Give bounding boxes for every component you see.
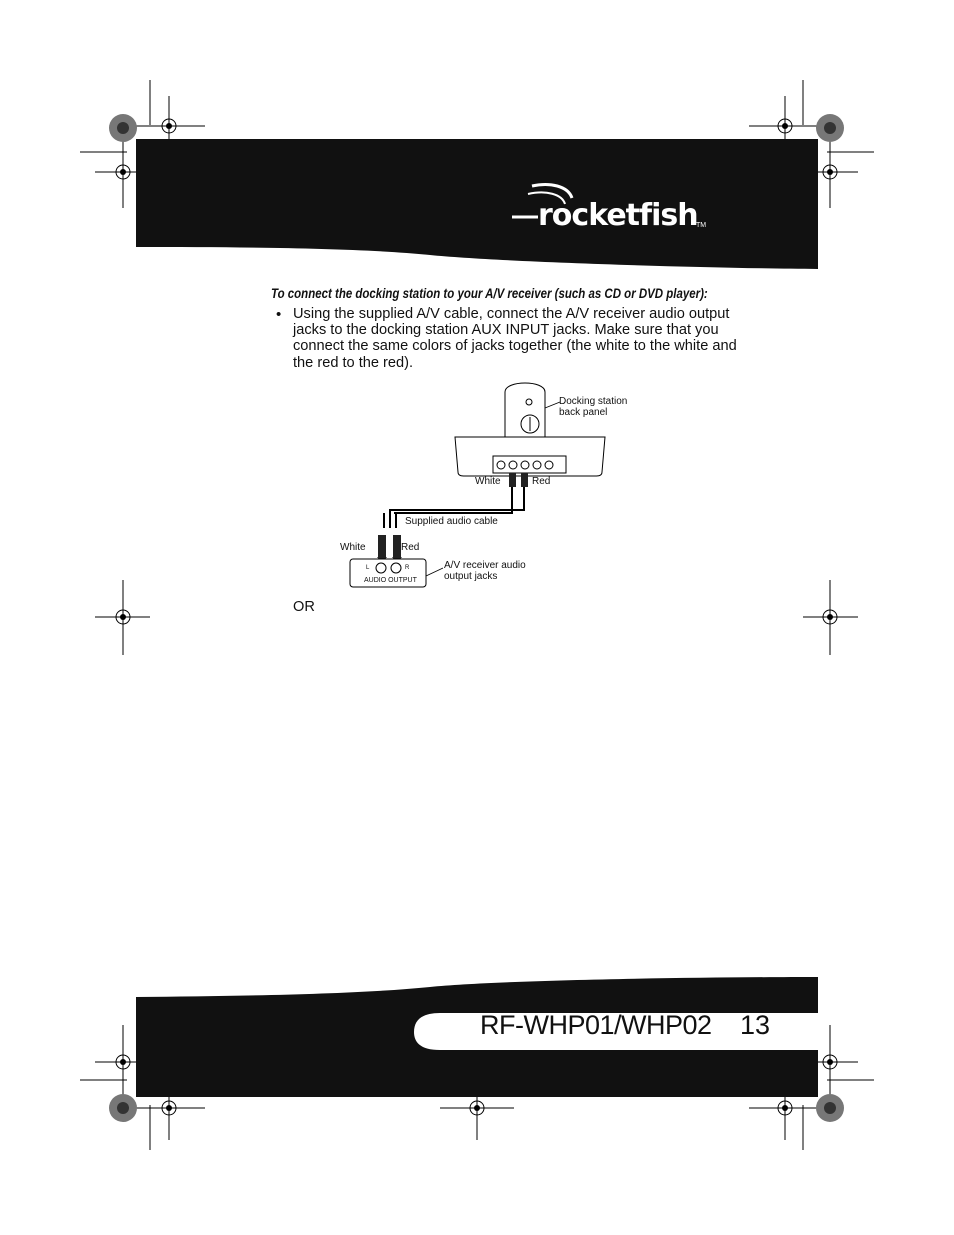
logo-wordmark: rocketfish <box>538 198 698 233</box>
top-white-label: White <box>475 476 501 487</box>
or-text: OR <box>293 599 315 615</box>
rocketfish-logo <box>510 180 720 250</box>
section-heading: To connect the docking station to your A/V receiver (such as CD or DVD player): <box>271 285 708 301</box>
top-white-plug <box>509 473 516 487</box>
header-band <box>0 0 954 300</box>
dock-cradle <box>505 383 545 437</box>
receiver-label-line1: A/V receiver audio <box>444 560 526 571</box>
dock-jack-panel <box>493 456 566 473</box>
dock-label-line1: Docking station <box>559 396 628 407</box>
panel-r-label: R <box>405 565 410 571</box>
panel-l-label: L <box>366 565 370 571</box>
receiver-label-line2: output jacks <box>444 571 498 582</box>
dock-label-line2: back panel <box>559 407 608 418</box>
bottom-red-plug <box>393 535 401 557</box>
page-number: 13 <box>740 1010 771 1040</box>
bottom-white-label: White <box>340 542 366 553</box>
footer-band <box>0 960 954 1110</box>
bullet-instruction: Using the supplied A/V cable, connect the A/V receiver audio output jacks to the docking station AUX INPUT jacks. Make sure that you connect the same colors of jacks together (the white to the white and the red to the red). <box>293 306 737 371</box>
bottom-red-label: Red <box>401 542 420 553</box>
logo-trademark: TM <box>696 222 707 229</box>
top-red-plug <box>521 473 528 487</box>
bottom-white-plug <box>378 535 386 557</box>
bullet-marker: • <box>276 306 282 323</box>
cable-label: Supplied audio cable <box>405 516 498 527</box>
model-number: RF-WHP01/WHP02 <box>480 1010 712 1040</box>
top-red-label: Red <box>532 476 551 487</box>
panel-audio-output-label: AUDIO OUTPUT <box>364 577 417 584</box>
